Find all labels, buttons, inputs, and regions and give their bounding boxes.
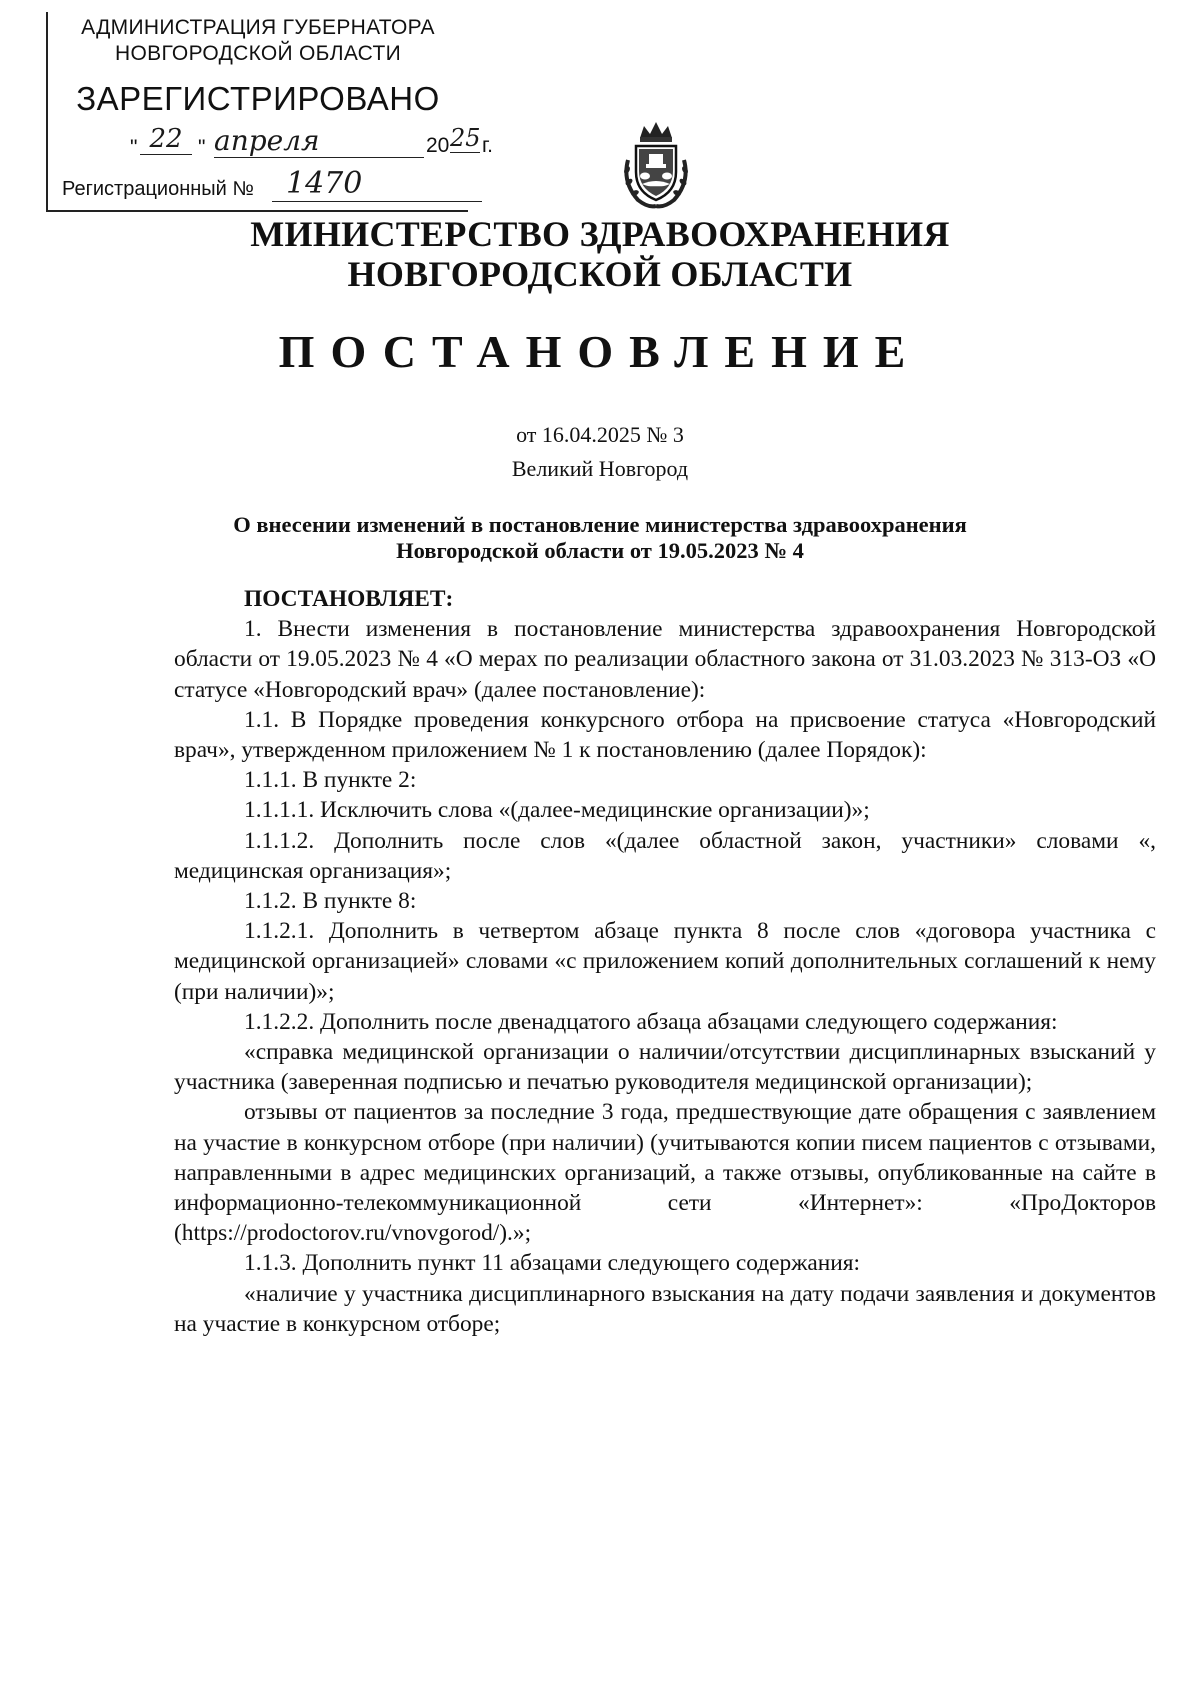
body-paragraph: отзывы от пациентов за последние 3 года, предшествующие дате обращения с заявлением на участие в конкурсном отборе (при наличии) (учитываются копии писем пациентов с отзывами, направленными в адрес медицинских организаций, а также отзывы, опубликованные на сайте в информационно-телекоммуникационной сети «Интернет»: «ПроДокторов (https://prodoctorov.ru/vnovgorod/).»; (174, 1099, 1156, 1247)
stamp-year-unit: г. (482, 134, 493, 157)
document-subject (0, 512, 1200, 564)
document-body (174, 584, 1156, 1339)
ministry-name-line1: МИНИСТЕРСТВО ЗДРАВООХРАНЕНИЯ (250, 214, 950, 254)
document-subject-line2: Новгородской области от 19.05.2023 № 4 (396, 538, 804, 563)
document-subject-line1: О внесении изменений в постановление министерства здравоохранения (233, 512, 967, 537)
body-paragraph: «справка медицинской организации о наличии/отсутствии дисциплинарных взысканий у участника (заверенная подписью и печатью руководителя медицинской организации); (174, 1039, 1156, 1096)
stamp-org-line1: АДМИНИСТРАЦИЯ ГУБЕРНАТОРА (81, 16, 435, 39)
body-paragraph: 1. Внести изменения в постановление министерства здравоохранения Новгородской области от 19.05.2023 № 4 «О мерах по реализации областного закона от 31.03.2023 № 313-ОЗ «О статусе «Новгородский врач» (далее постановление): (174, 616, 1156, 703)
ministry-name-line2: НОВГОРОДСКОЙ ОБЛАСТИ (347, 254, 853, 294)
stamp-date-year: 25 (450, 124, 481, 152)
body-paragraph: 1.1.3. Дополнить пункт 11 абзацами следующего содержания: (244, 1250, 861, 1277)
stamp-date-day: 22 (140, 124, 192, 155)
ministry-name (0, 214, 1200, 294)
document-type-title: ПОСТАНОВЛЕНИЕ (278, 326, 922, 377)
registration-stamp (46, 12, 493, 212)
body-paragraph: 1.1.2. В пункте 8: (244, 888, 417, 915)
stamp-org-line2: НОВГОРОДСКОЙ ОБЛАСТИ (115, 42, 401, 65)
stamp-date-month: апреля (214, 124, 424, 158)
novgorod-coat-of-arms-icon (618, 120, 694, 210)
body-paragraph: 1.1. В Порядке проведения конкурсного отбора на присвоение статуса «Новгородский врач», утвержденном приложением № 1 к постановлению (далее Порядок): (174, 706, 1156, 764)
body-paragraph: 1.1.2.1. Дополнить в четвертом абзаце пункта 8 после слов «договора участника с медицинской организацией» словами «с приложением копий дополнительных соглашений к нему (при наличии)»; (174, 918, 1156, 1005)
stamp-registered-label: ЗАРЕГИСТРИРОВАНО (76, 80, 440, 117)
body-paragraph: 1.1.1.1. Исключить слова «(далее-медицинские организации)»; (244, 797, 870, 824)
body-paragraph: 1.1.1. В пункте 2: (244, 767, 417, 794)
body-paragraph: 1.1.2.2. Дополнить после двенадцатого абзаца абзацами следующего содержания: (244, 1008, 1058, 1035)
stamp-date-year-prefix: 20 (426, 134, 450, 157)
stamp-registration-date: " 22 " апреля 20 25 г. (130, 124, 493, 159)
document-date-number: от 16.04.2025 № 3 (516, 422, 684, 447)
body-paragraph: 1.1.1.2. Дополнить после слов «(далее областной закон, участники» словами «, медицинская организация»; (174, 827, 1156, 884)
document-city: Великий Новгород (511, 456, 689, 481)
stamp-reg-number-label: Регистрационный № (62, 178, 254, 200)
document-meta (0, 418, 1200, 486)
decides-heading: ПОСТАНОВЛЯЕТ: (244, 586, 454, 612)
stamp-reg-number-value: 1470 (272, 166, 482, 202)
body-paragraph: «наличие у участника дисциплинарного взыскания на дату подачи заявления и документов на участие в конкурсном отборе; (174, 1280, 1156, 1337)
